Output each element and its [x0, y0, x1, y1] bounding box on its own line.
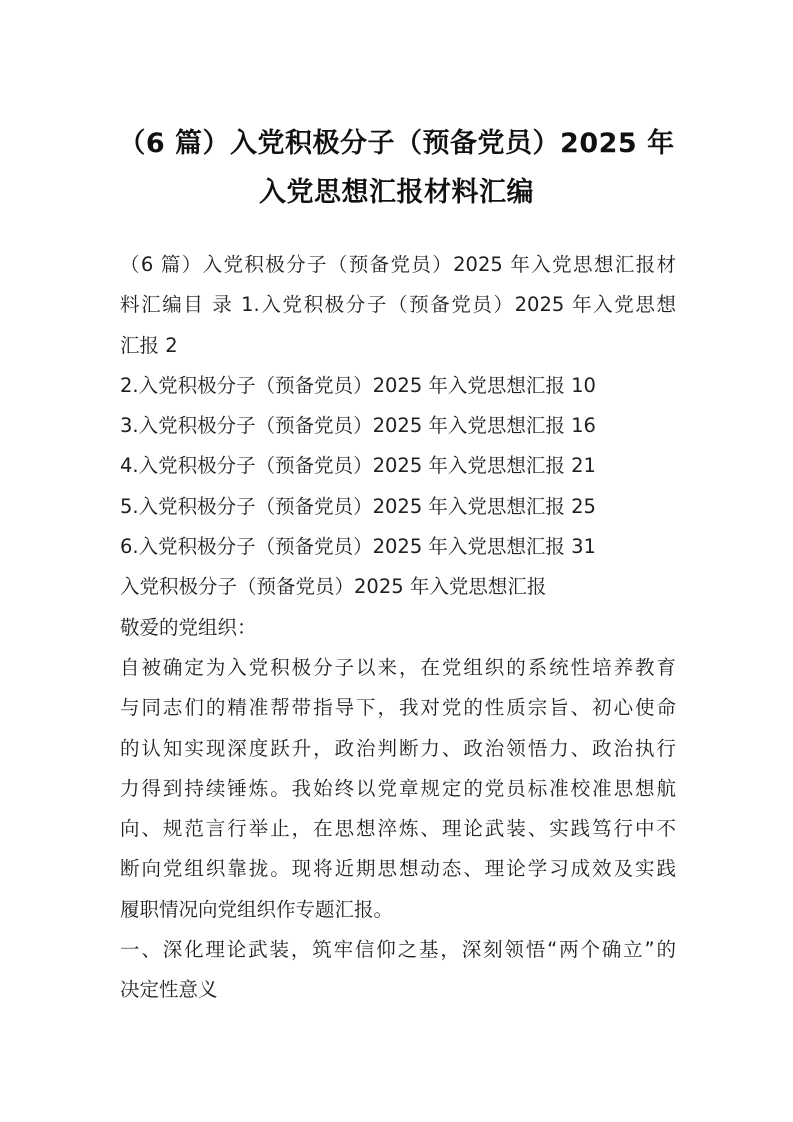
section-heading: 入党积极分子（预备党员）2025 年入党思想汇报: [120, 575, 547, 599]
document-title-line-1: （6 篇）入党积极分子（预备党员）2025 年: [118, 128, 675, 159]
toc-entry-3: 3.入党积极分子（预备党员）2025 年入党思想汇报 16: [120, 414, 596, 438]
paragraph-line: 履职情况向党组织作专题汇报。: [120, 897, 394, 921]
toc-entry-5: 5.入党积极分子（预备党员）2025 年入党思想汇报 25: [120, 494, 596, 518]
paragraph-line: 与同志们的精准帮带指导下，我对党的性质宗旨、初心使命: [120, 696, 676, 720]
paragraph-line: 自被确定为入党积极分子以来，在党组织的系统性培养教育: [120, 655, 676, 679]
toc-entry-4: 4.入党积极分子（预备党员）2025 年入党思想汇报 21: [120, 454, 596, 478]
toc-entry-2: 2.入党积极分子（预备党员）2025 年入党思想汇报 10: [120, 373, 596, 397]
paragraph-line: 的认知实现深度跃升，政治判断力、政治领悟力、政治执行: [120, 736, 676, 760]
toc-entry-1-end: 汇报 2: [120, 333, 178, 357]
document-title-line-2: 入党思想汇报材料汇编: [259, 177, 534, 208]
salutation: 敬爱的党组织：: [120, 615, 257, 639]
document-body: [120, 245, 676, 1011]
paragraph-line: 向、规范言行举止，在思想淬炼、理论武装、实践笃行中不: [120, 817, 676, 841]
subheading-line-2: 决定性意义: [120, 978, 218, 1002]
toc-intro-line-1: （6 篇）入党积极分子（预备党员）2025 年入党思想汇报材: [120, 253, 676, 276]
toc-intro-line-2: 料汇编目 录 1.入党积极分子（预备党员）2025 年入党思想: [120, 293, 676, 317]
subheading-line-1: 一、深化理论武装，筑牢信仰之基，深刻领悟“两个确立”的: [120, 938, 676, 962]
paragraph-line: 断向党组织靠拢。现将近期思想动态、理论学习成效及实践: [120, 857, 676, 881]
paragraph-line: 力得到持续锤炼。我始终以党章规定的党员标准校准思想航: [120, 776, 676, 800]
toc-entry-6: 6.入党积极分子（预备党员）2025 年入党思想汇报 31: [120, 535, 596, 559]
